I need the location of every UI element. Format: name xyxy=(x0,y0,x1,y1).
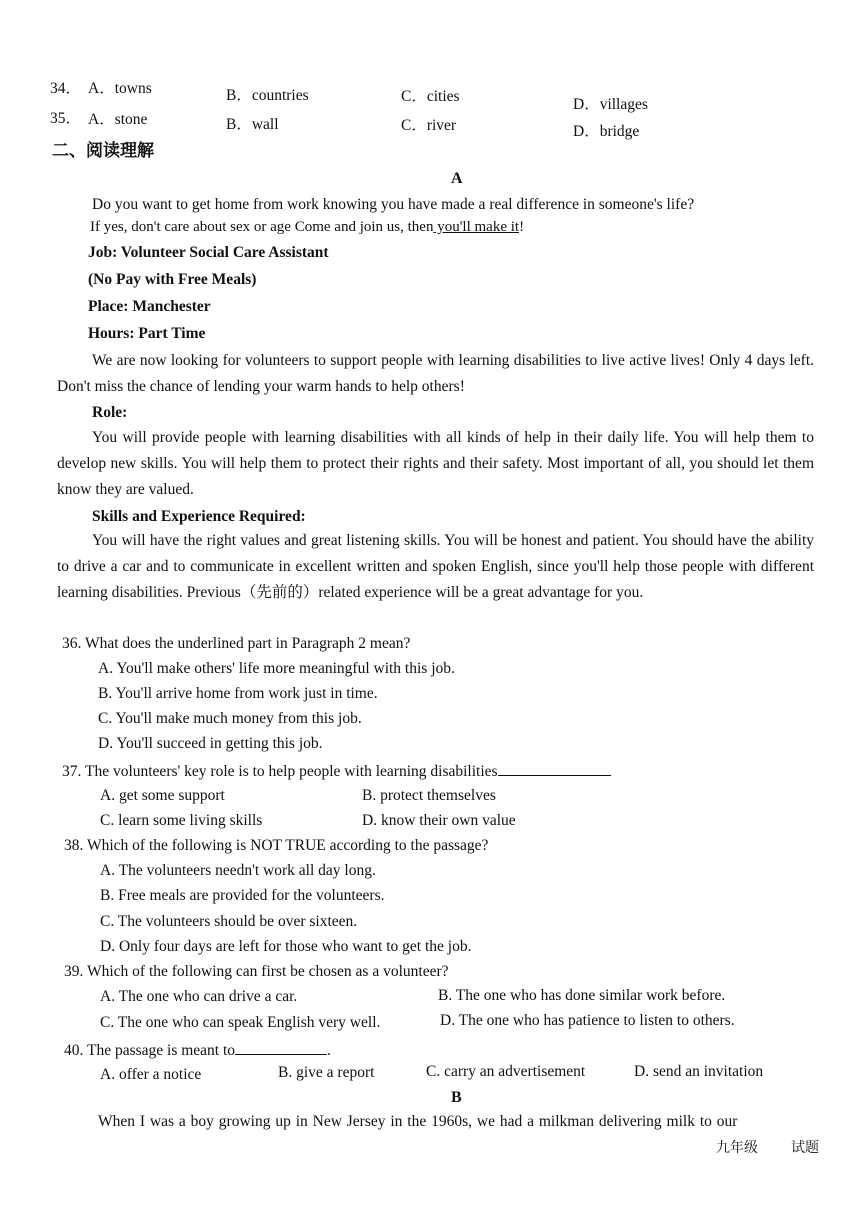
skills-paragraph: You will have the right values and great listening skills. You will be honest and patient. You should have the ability to drive a car and to communicate in excellent written and spoken English, since you'll help those people with different learning disabilities. Previous（先前的）related experience will be a great advantage for you. xyxy=(57,532,814,601)
q36-option-b: B. You'll arrive home from work just in time. xyxy=(98,685,378,702)
q35-number: 35． xyxy=(50,110,82,127)
q34-option-d: D．villages xyxy=(573,96,648,113)
q38-option-a: A. The volunteers needn't work all day long. xyxy=(100,862,376,879)
q40-stem-text: 40. The passage is meant to xyxy=(64,1042,236,1059)
job-title: Job: Volunteer Social Care Assistant xyxy=(88,244,329,261)
place-info: Place: Manchester xyxy=(88,298,211,315)
q35-option-b: B．wall xyxy=(226,116,279,133)
q37-answer-blank xyxy=(498,761,611,776)
q34-option-b: B．countries xyxy=(226,87,309,104)
q40-option-a: A. offer a notice xyxy=(100,1066,202,1083)
q38-option-c: C. The volunteers should be over sixteen. xyxy=(100,913,358,930)
q40-answer-blank xyxy=(235,1040,327,1055)
skills-heading: Skills and Experience Required: xyxy=(92,508,306,525)
role-heading: Role: xyxy=(92,404,128,421)
q37-stem-text: 37. The volunteers' key role is to help people with learning disabilities xyxy=(62,763,498,780)
q35-option-c: C．river xyxy=(401,117,457,134)
q38-stem: 38. Which of the following is NOT TRUE according to the passage? xyxy=(64,837,489,854)
passage-b-line-1: When I was a boy growing up in New Jersey in the 1960s, we had a milkman delivering milk to our xyxy=(98,1113,738,1130)
q37-option-d: D. know their own value xyxy=(362,812,516,829)
q39-option-d: D. The one who has patience to listen to others. xyxy=(440,1012,735,1029)
q39-stem: 39. Which of the following can first be chosen as a volunteer? xyxy=(64,963,449,980)
q39-option-b: B. The one who has done similar work before. xyxy=(438,987,726,1004)
footer-label: 试题 xyxy=(791,1141,819,1156)
pay-info: (No Pay with Free Meals) xyxy=(88,271,257,288)
q40-option-c: C. carry an advertisement xyxy=(426,1063,586,1080)
q40-stem-end: . xyxy=(327,1042,331,1059)
q35-option-a: A．stone xyxy=(88,111,148,128)
q35-option-d: D．bridge xyxy=(573,123,640,140)
passage-a-heading: A xyxy=(451,170,463,187)
footer-grade: 九年级 xyxy=(716,1141,758,1156)
q38-option-d: D. Only four days are left for those who want to get the job. xyxy=(100,938,472,955)
section-title: 二、阅读理解 xyxy=(52,141,154,160)
intro-2-end: ! xyxy=(519,219,525,235)
intro-2-text: If yes, don't care about sex or age Come and join us, then xyxy=(90,219,434,235)
q34-option-c: C．cities xyxy=(401,88,460,105)
q34-number: 34． xyxy=(50,80,82,97)
role-paragraph: You will provide people with learning disabilities with all kinds of help in their daily life. You will help them to develop new skills. You will help them to protect their rights and their safety. Most important of all, you should let them know they are valued. xyxy=(57,429,814,498)
q36-option-c: C. You'll make much money from this job. xyxy=(98,710,362,727)
passage-b-heading: B xyxy=(451,1089,462,1106)
q36-option-d: D. You'll succeed in getting this job. xyxy=(98,735,323,752)
passage-a-intro-1: Do you want to get home from work knowing you have made a real difference in someone's life? xyxy=(92,196,695,213)
underlined-phrase: you'll make it xyxy=(433,219,520,235)
q39-option-a: A. The one who can drive a car. xyxy=(100,988,298,1005)
q40-option-b: B. give a report xyxy=(278,1064,375,1081)
q37-option-c: C. learn some living skills xyxy=(100,812,263,829)
q34-option-a: A．towns xyxy=(88,80,152,97)
q40-option-d: D. send an invitation xyxy=(634,1063,764,1080)
q37-stem xyxy=(62,761,611,781)
passage-a-intro-2 xyxy=(90,219,524,236)
q36-option-a: A. You'll make others' life more meaningful with this job. xyxy=(98,660,455,677)
q39-option-c: C. The one who can speak English very well. xyxy=(100,1014,381,1031)
q37-option-a: A. get some support xyxy=(100,787,225,804)
q37-option-b: B. protect themselves xyxy=(362,787,496,804)
paragraph-intro: We are now looking for volunteers to support people with learning disabilities to live active lives! Only 4 days left. Don't miss the chance of lending your warm hands to help others! xyxy=(57,352,814,395)
hours-info: Hours: Part Time xyxy=(88,325,206,342)
q36-stem: 36. What does the underlined part in Paragraph 2 mean? xyxy=(62,635,411,652)
q38-option-b: B. Free meals are provided for the volunteers. xyxy=(100,887,385,904)
q40-stem xyxy=(64,1040,331,1060)
